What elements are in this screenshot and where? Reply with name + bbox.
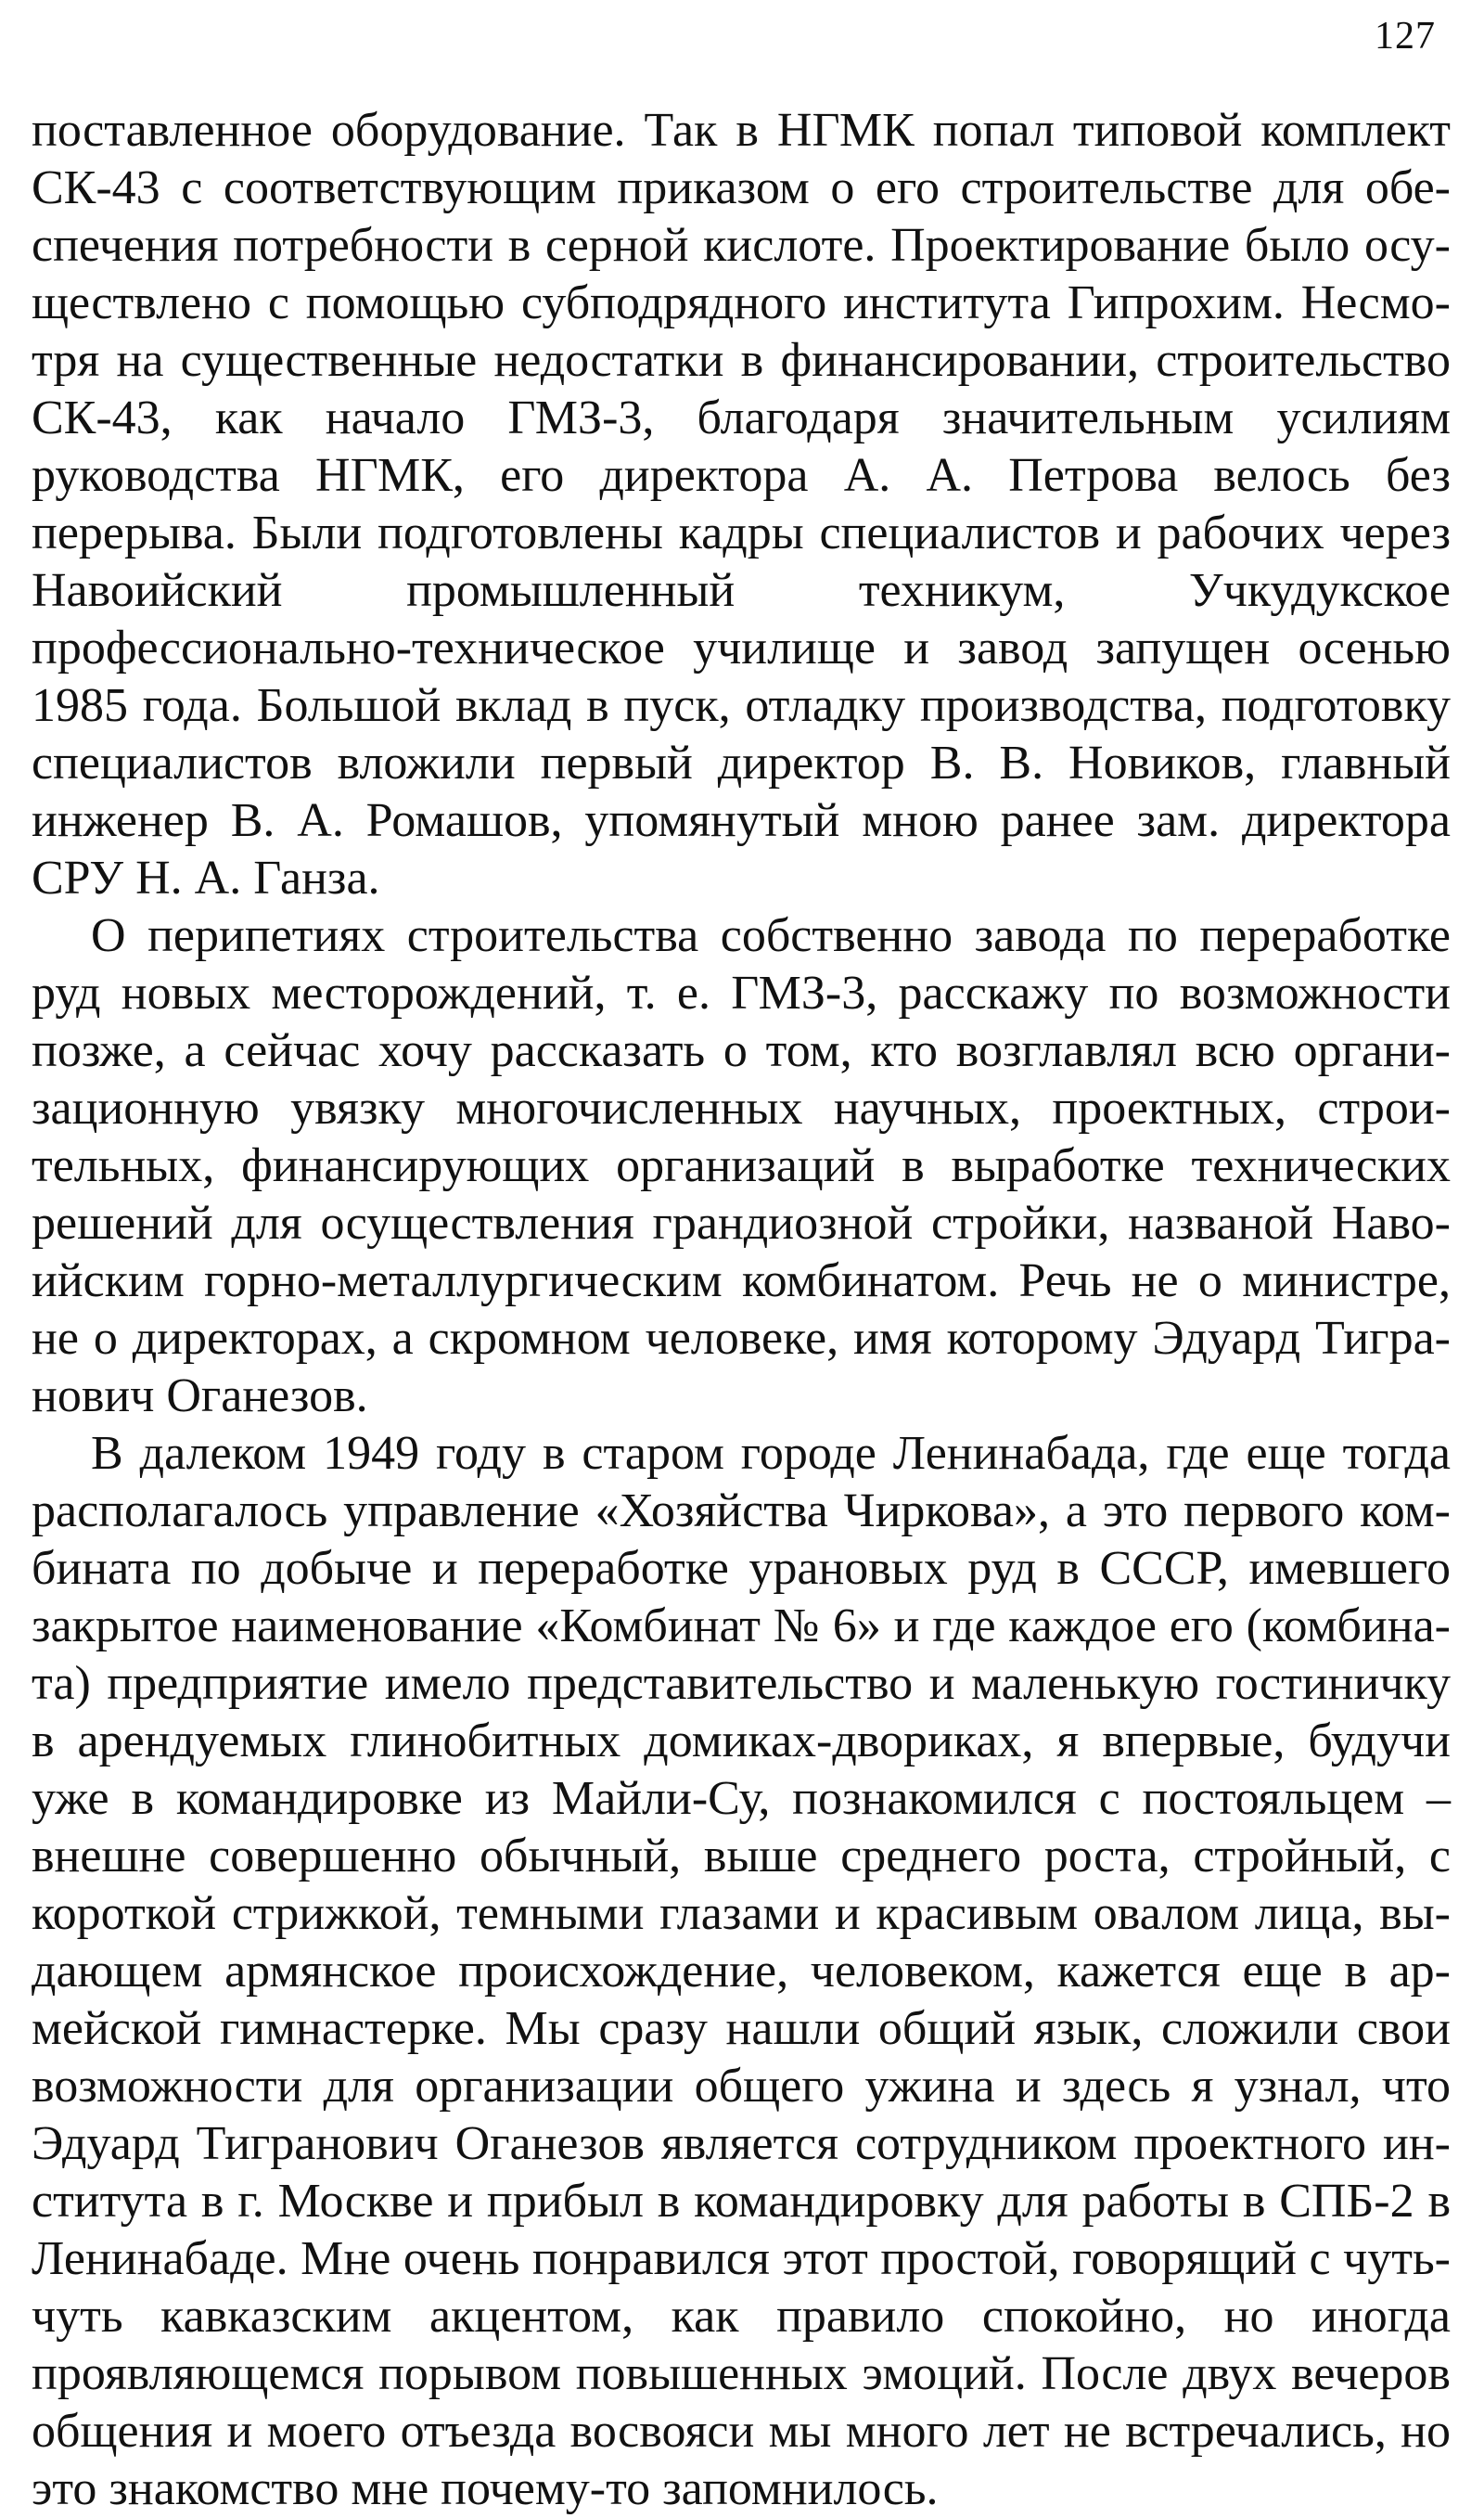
page-number: 127 xyxy=(1375,15,1436,58)
paragraph-2: О перипетиях строительства собственно завода по переработке руд новых месторождений, т. е. ГМЗ-3, расскажу по возможности позже, а сейчас хочу рассказать о том, кто возглавлял всю организационную увязку многочисленных научных, проектных, строительных, финансирующих организаций в выработке технических решений для осуществления грандиозной стройки, названой Навоийским горно-металлургическим комбинатом. Речь не о министре, не о директорах, а скромном человеке, имя которому Эдуард Тигранович Оганезов. xyxy=(32,909,1451,1422)
body-text xyxy=(32,102,1451,2518)
paragraph-3: В далеком 1949 году в старом городе Ленинабада, где еще тогда располагалось управление «Хозяйства Чиркова», а это первого комбината по добыче и переработке урановых руд в СССР, имевшего закрытое наименование «Комбинат № 6» и где каждое его (комбината) предприятие имело представительство и маленькую гостиничку в арендуемых глинобитных домиках-двориках, я впервые, будучи уже в командировке из Майли-Су, познакомился с постояльцем – внешне совершенно обычный, выше среднего роста, стройный, с короткой стрижкой, темными глазами и красивым овалом лица, выдающем армянское происхождение, человеком, кажется еще в армейской гимнастерке. Мы сразу нашли общий язык, сложили свои возможности для организации общего ужина и здесь я узнал, что Эдуард Тигранович Оганезов является сотрудником проектного института в г. Москве и прибыл в командировку для работы в СПБ-2 в Ленинабаде. Мне очень понравился этот простой, говорящий с чуть-чуть кавказским акцентом, как правило спокойно, но иногда проявляющемся порывом повышенных эмоций. После двух вечеров общения и моего отъезда восвояси мы много лет не встречались, но это знакомство мне почему-то запомнилось. xyxy=(32,1427,1451,2515)
paragraph-1: поставленное оборудование. Так в НГМК попал типовой комплект СК-43 с соответствующим приказом о его строительстве для обеспечения потребности в серной кислоте. Проектирование было осуществлено с помощью субподрядного института Гипрохим. Несмотря на существенные недостатки в финансировании, строительство СК-43, как начало ГМЗ-3, благодаря значительным усилиям руководства НГМК, его директора А. А. Петрова велось без перерыва. Были подготовлены кадры специалистов и рабочих через Навоийский промышленный техникум, Учкудукское профессионально-техническое училище и завод запущен осенью 1985 года. Большой вклад в пуск, отладку производства, подготовку специалистов вложили первый директор В. В. Новиков, главный инженер В. А. Ромашов, упомянутый мною ранее зам. директора СРУ Н. А. Ганза. xyxy=(32,104,1451,905)
